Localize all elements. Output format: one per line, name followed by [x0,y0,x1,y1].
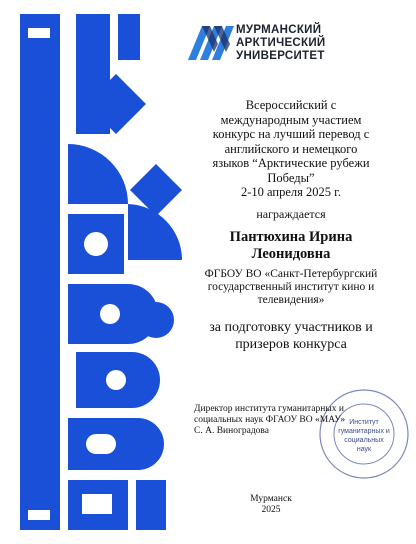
signature-block [194,404,374,437]
contest-line: английского и немецкого [224,141,358,156]
stamp-line-2: гуманитарных и [338,428,390,435]
recipient-name-line: Леонидовна [251,246,331,262]
logo-line-2: АРКТИЧЕСКИЙ [236,37,326,49]
logo-line-1: МУРМАНСКИЙ [236,24,322,36]
recipient-name [196,229,386,263]
award-reason [186,319,396,353]
contest-line: международным участием [220,112,362,127]
contest-line: Всероссийский с [245,98,337,112]
logo-line-3: УНИВЕРСИТЕТ [236,50,325,62]
signature-line: социальных наук ФГАОУ ВО «МАУ» [194,415,346,425]
side-title: БЛАГОДАРНОСТЬ [20,85,51,372]
university-logo [188,22,388,70]
reason-line: за подготовку участников и [209,320,373,335]
signatory-name: С. А. Виноградова [194,426,269,436]
signature-line: Директор института гуманитарных и [194,404,344,414]
organization-line: государственный институт кино и [207,281,375,293]
organization-line: ФГБОУ ВО «Санкт-Петербургский [204,268,378,280]
contest-description [196,98,386,200]
stamp-line-1: Институт [349,419,379,426]
stamp-line-3: социальных [344,437,384,444]
recipient-organization [196,268,386,307]
logo-mark-icon [188,26,234,60]
contest-line: языков “Арктические рубежи [212,156,370,170]
reason-line: призеров конкурса [235,337,347,352]
stamp-line-4: наук [356,446,372,453]
contest-dates: 2-10 апреля 2025 г. [241,185,341,199]
organization-line: телевидения» [257,294,325,306]
awarded-label: награждается [256,207,326,221]
footer-year: 2025 [261,505,281,515]
footer [196,494,346,516]
footer-city: Мурманск [250,494,292,504]
contest-line: Победы” [267,170,315,185]
recipient-name-line: Пантюхина Ирина [229,229,353,245]
contest-line: конкурс на лучший перевод с [212,127,370,141]
